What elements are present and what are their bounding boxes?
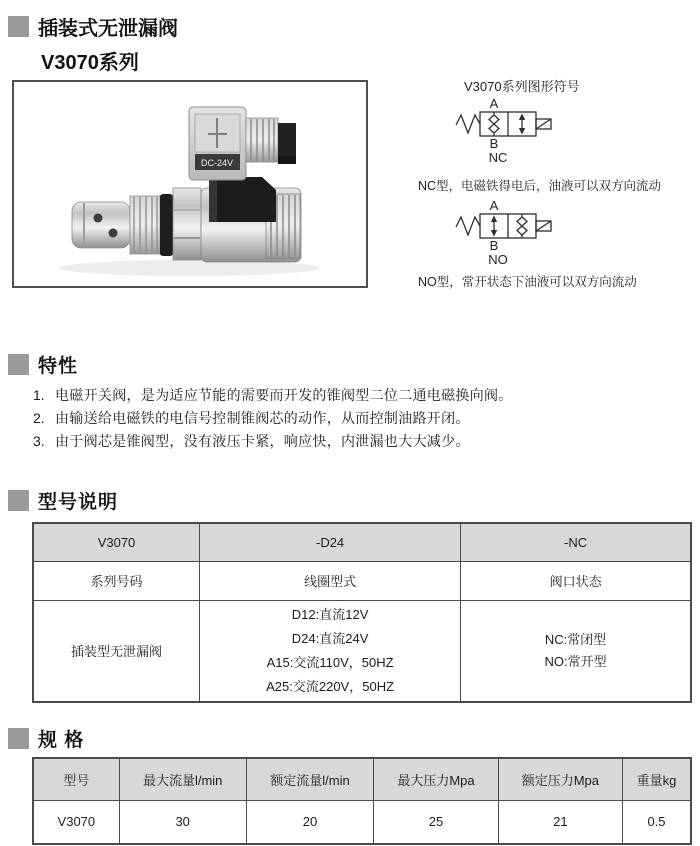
- no-port-a-label: A: [489, 198, 499, 213]
- model-label-row: [33, 561, 691, 600]
- model-heading-text: 型号说明: [38, 492, 119, 513]
- spec-max-flow-value: 30: [119, 800, 246, 844]
- product-photo-illustration: [14, 82, 366, 286]
- section-bullet-icon: [8, 16, 29, 37]
- nc-port-b-label: B: [489, 136, 499, 151]
- spec-model-value: V3070: [33, 800, 119, 844]
- spec-heading-text: 规 格: [38, 730, 85, 751]
- spec-data-row: [33, 800, 691, 844]
- page-title: 插装式无泄漏阀: [38, 18, 178, 40]
- no-port-b-label: B: [489, 238, 499, 253]
- spec-col-model: 型号: [33, 758, 119, 800]
- model-code-table: [32, 522, 692, 703]
- port-option: NC:常闭型: [544, 631, 607, 647]
- feature-number: 1.: [33, 387, 45, 403]
- spec-weight-value: 0.5: [623, 800, 691, 844]
- no-symbol-caption: NO型，常开状态下油液可以双方向流动: [418, 275, 637, 289]
- spec-col-max-flow: 最大流量l/min: [119, 758, 246, 800]
- spec-col-weight: 重量kg: [623, 758, 691, 800]
- spec-section-heading: [8, 725, 84, 752]
- spec-col-rated-pressure: 额定压力Mpa: [498, 758, 622, 800]
- features-heading-text: 特性: [38, 356, 79, 377]
- title-block: [8, 12, 178, 75]
- feature-item: [33, 407, 668, 430]
- feature-text: 由于阀芯是锥阀型，没有液压卡紧，响应快，内泄漏也大大减少。: [55, 433, 470, 449]
- model-coil-code: -D24: [199, 523, 460, 561]
- feature-number: 2.: [33, 410, 45, 426]
- page-subtitle: V3070系列: [41, 52, 139, 74]
- symbol-column-title: V3070系列图形符号: [464, 79, 580, 94]
- nc-port-a-label: A: [489, 96, 499, 111]
- model-series-code: V3070: [33, 523, 199, 561]
- section-bullet-icon: [8, 490, 29, 511]
- spec-rated-pressure-value: 21: [498, 800, 622, 844]
- spec-header-row: [33, 758, 691, 800]
- coil-options-cell: [199, 600, 460, 702]
- coil-option: D12:直流12V: [291, 606, 369, 622]
- no-valve-symbol: [452, 196, 562, 268]
- model-detail-row: [33, 600, 691, 702]
- model-code-row: [33, 523, 691, 561]
- series-label: 系列号码: [33, 561, 199, 600]
- section-bullet-icon: [8, 728, 29, 749]
- spec-table: [32, 757, 692, 845]
- spec-col-rated-flow: 额定流量l/min: [246, 758, 374, 800]
- model-port-code: -NC: [461, 523, 691, 561]
- spec-rated-flow-value: 20: [246, 800, 374, 844]
- nc-symbol-caption: NC型，电磁铁得电后，油液可以双方向流动: [418, 179, 662, 193]
- feature-text: 电磁开关阀，是为适应节能的需要而开发的锥阀型二位二通电磁换向阀。: [55, 387, 513, 403]
- valve-name-cell: 插装型无泄漏阀: [33, 600, 199, 702]
- feature-text: 由输送给电磁铁的电信号控制锥阀芯的动作，从而控制油路开闭。: [55, 410, 470, 426]
- port-options-cell: [461, 600, 691, 702]
- spec-col-max-pressure: 最大压力Mpa: [374, 758, 498, 800]
- coil-option: A25:交流220V，50HZ: [266, 678, 395, 694]
- symbol-column: [390, 76, 700, 290]
- product-photo: [12, 80, 368, 288]
- nc-valve-symbol: [452, 94, 562, 166]
- coil-option: D24:直流24V: [291, 630, 369, 646]
- model-section-heading: [8, 487, 118, 514]
- feature-number: 3.: [33, 433, 45, 449]
- nc-state-label: NC: [488, 150, 508, 165]
- coil-voltage-label: DC-24V: [200, 158, 234, 168]
- feature-item: [33, 384, 668, 407]
- port-state-label: 阀口状态: [461, 561, 691, 600]
- spec-max-pressure-value: 25: [374, 800, 498, 844]
- features-section: [8, 350, 668, 453]
- coil-option: A15:交流110V，50HZ: [266, 654, 394, 670]
- no-state-label: NO: [488, 252, 508, 267]
- coil-type-label: 线圈型式: [199, 561, 460, 600]
- feature-item: [33, 430, 668, 453]
- port-option: NO:常开型: [544, 653, 607, 669]
